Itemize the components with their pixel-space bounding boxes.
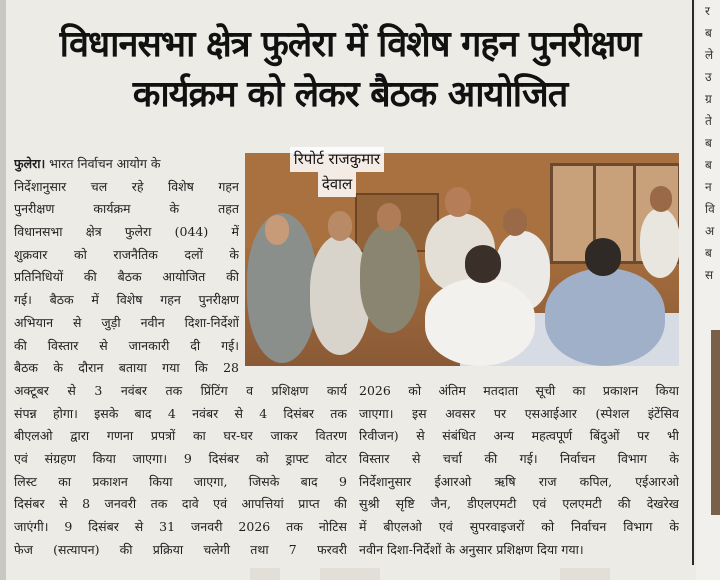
adjacent-article-text: अ [705,224,715,238]
person-figure [585,238,621,276]
article-line: अक्टूबर से 3 नवंबर तक प्रिंटिंग व प्रशिक्षण कार्य [14,383,347,398]
adjacent-article-text: उ [705,70,712,84]
article-line: लिस्ट का प्रकाशन किया जाएगा, जिसके बाद 9 [14,473,347,489]
adjacent-article-text: ब [705,26,712,40]
headline [8,20,692,120]
person-figure [328,211,352,241]
adjacent-article-text: वि [705,202,715,216]
article-line: की विस्तार से जानकारी दी गई। [14,337,239,353]
adjacent-article-text: ते [705,114,712,128]
adjacent-article-text: ले [705,48,714,62]
article-line: निर्देशानुसार चल रहे विशेष गहन [14,178,239,194]
photo-credit-line-1: रिपोर्ट राजकुमार [290,147,384,172]
person-figure [503,208,527,236]
article-line: रिवीजन) से संबंधित अन्य महत्वपूर्ण बिंदुओं पर भी [359,428,679,444]
article-line: जाएगा। इस अवसर पर एसआईआर (स्पेशल इंटेंसिव [359,405,679,421]
headline-line-1: विधानसभा क्षेत्र फुलेरा में विशेष गहन पुनरीक्षण [59,24,641,65]
article-line: निर्देशानुसार ईआरओ ऋषि राज कपिल, एईआरओ [359,473,679,489]
adjacent-article-text: स [705,268,714,282]
person-figure [360,223,420,333]
person-figure [265,215,289,245]
article-line: 2026 को अंतिम मतदाता सूची का प्रकाशन किया [359,383,679,398]
article-column-top-left [14,153,239,380]
article-line: विधानसभा क्षेत्र फुलेरा (044) में [14,224,239,240]
person-figure [465,245,501,283]
article-column-bottom-left [14,380,347,562]
adjacent-article-text: ग्र [705,92,712,106]
article-line: विस्तार से चर्चा की गई। निर्वाचन विभाग के [359,451,679,467]
article-line: जाएंगी। 9 दिसंबर से 31 जनवरी 2026 तक नोटिस [14,519,347,535]
person-figure [425,278,535,366]
article-line-text: भारत निर्वाचन आयोग के [45,156,161,171]
article-line: फेज (सत्यापन) की प्रक्रिया चलेगी तथा 7 फरवरी [14,541,347,557]
article-line: दिसंबर से 8 जनवरी तक दावे एवं आपत्तियां प्राप्त की [14,496,347,512]
article-line: गई। बैठक में विशेष गहन पुनरीक्षण [14,292,239,308]
article-line: एवं संग्रहण किया जाएगा। 9 दिसंबर को ड्राफ्ट वोटर [14,451,347,467]
article-line: बीएलओ द्वारा गणना प्रपत्रों का घर-घर जाकर वितरण [14,428,347,444]
photo-credit-line-2: देवाल [318,172,356,197]
next-article-fragment [560,568,610,580]
article-line: प्रतिनिधियों की बैठक आयोजित की [14,269,239,285]
article-line: शुक्रवार को राजनैतिक दलों के [14,246,239,262]
page-edge [0,0,6,580]
article-line [14,153,239,176]
adjacent-article-text: ब [705,136,712,150]
headline-line-2: कार्यक्रम को लेकर बैठक आयोजित [132,74,568,115]
column-divider [692,0,694,565]
article-line: में बीएलओ एवं सुपरवाइजरों को निर्वाचन विभाग के [359,519,679,535]
article-line: सुश्री सृष्टि जैन, डीएलएमटी एवं एलएमटी की देखरेख [359,496,679,512]
person-figure [445,187,471,217]
person-figure [545,268,665,366]
article-line: अभियान से जुड़ी नवीन दिशा-निर्देशों [14,314,239,330]
adjacent-article-text: ब [705,158,712,172]
person-figure [650,186,672,212]
article-line: नवीन दिशा-निर्देशों के अनुसार प्रशिक्षण दिया गया। [359,541,584,557]
adjacent-photo-fragment [711,330,720,515]
article-line: बैठक के दौरान बताया गया कि 28 [14,360,239,376]
next-article-fragment [320,568,380,580]
article-column-bottom-right [359,380,679,562]
adjacent-article-text: ब [705,246,712,260]
article-line: संपन्न होगा। इसके बाद 4 नवंबर से 4 दिसंबर तक [14,405,347,421]
dateline: फुलेरा। [14,156,46,171]
next-article-fragment [250,568,280,580]
person-figure [640,208,679,278]
article-line: पुनरीक्षण कार्यक्रम के तहत [14,201,239,217]
photo-credit [272,147,402,197]
adjacent-article-text: र [705,4,710,18]
adjacent-article-text: न [705,180,712,194]
person-figure [377,203,401,231]
